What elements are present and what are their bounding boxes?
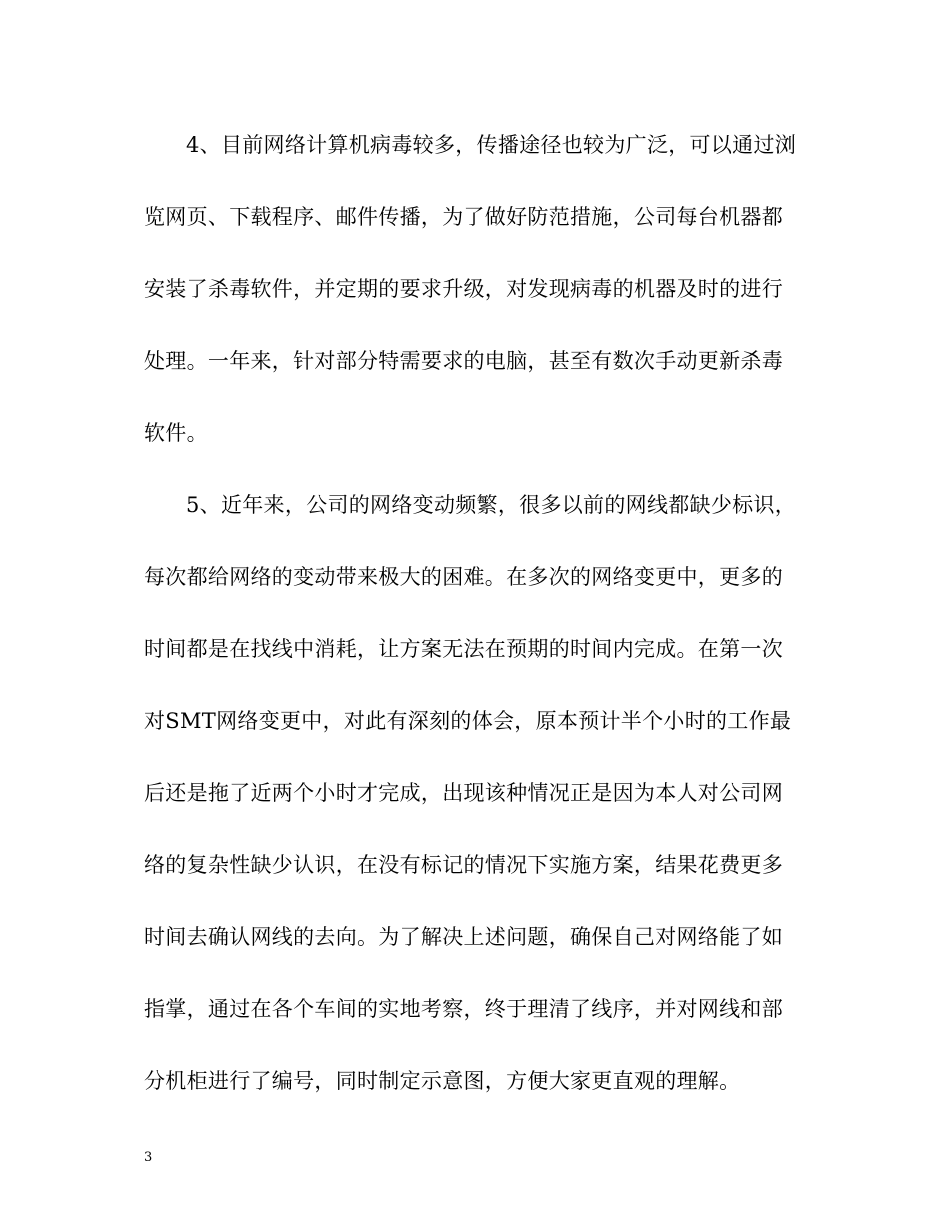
paragraph-4-line-5: 软件。 <box>144 421 208 445</box>
paragraph-5-line-9: 分机柜进行了编号，同时制定示意图，方便大家更直观的理解。 <box>144 1069 741 1093</box>
paragraph-5-line-2: 每次都给网络的变动带来极大的困难。在多次的网络变更中，更多的 <box>144 565 783 589</box>
paragraph-5-line-3: 时间都是在找线中消耗，让方案无法在预期的时间内完成。在第一次 <box>144 637 783 661</box>
paragraph-5-line-6: 络的复杂性缺少认识，在没有标记的情况下实施方案，结果花费更多 <box>144 853 783 877</box>
paragraph-5-line-7: 时间去确认网线的去向。为了解决上述问题，确保自己对网络能了如 <box>144 925 783 949</box>
paragraph-5-line-8: 指掌，通过在各个车间的实地考察，终于理清了线序，并对网线和部 <box>144 997 783 1021</box>
paragraph-5-line-5: 后还是拖了近两个小时才完成，出现该种情况正是因为本人对公司网 <box>144 781 783 805</box>
paragraph-4-line-3: 安装了杀毒软件，并定期的要求升级，对发现病毒的机器及时的进行 <box>144 277 783 301</box>
paragraph-5-line-4: 对SMT网络变更中，对此有深刻的体会，原本预计半个小时的工作最 <box>144 709 792 733</box>
page-number: 3 <box>144 1150 153 1165</box>
paragraph-4-line-1: 4、目前网络计算机病毒较多，传播途径也较为广泛，可以通过浏 <box>186 133 797 157</box>
paragraph-5-line-1: 5、近年来，公司的网络变动频繁，很多以前的网线都缺少标识， <box>186 493 797 517</box>
paragraph-4-line-2: 览网页、下载程序、邮件传播，为了做好防范措施，公司每台机器都 <box>144 205 783 229</box>
paragraph-4-line-4: 处理。一年来，针对部分特需要求的电脑，甚至有数次手动更新杀毒 <box>144 349 783 373</box>
